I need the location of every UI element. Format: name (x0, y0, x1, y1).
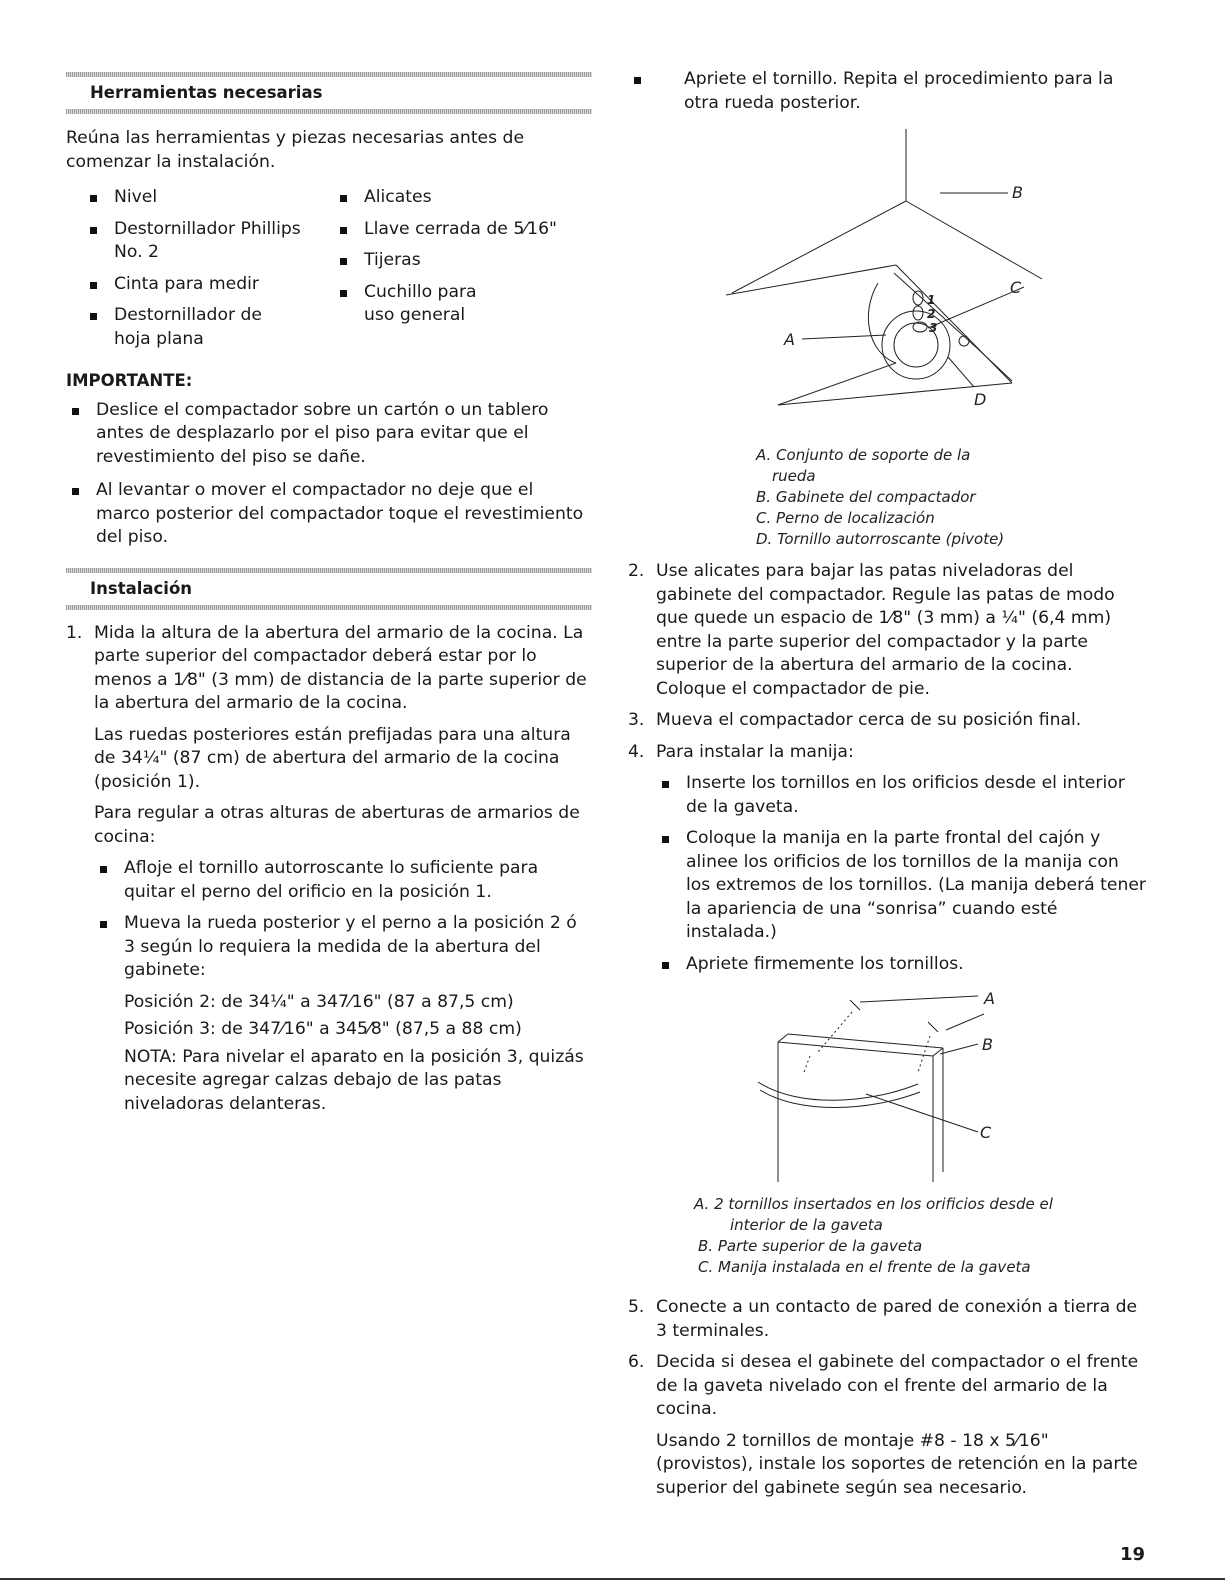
step-bullet: Apriete el tornillo. Repita el procedimiento para la otra rueda posterior. (628, 68, 1148, 115)
caption-line: C. Perno de localización (756, 509, 935, 527)
caption-line: B. Gabinete del compactador (756, 488, 976, 506)
figure-label: B (1012, 183, 1023, 202)
step-text: Mueva el compactador cerca de su posición final. (656, 710, 1082, 730)
important-heading: IMPORTANTE: (66, 371, 193, 390)
page-number: 19 (1120, 1544, 1146, 1565)
step-text: Para instalar la manija: (656, 741, 854, 762)
position-label: 1 (927, 293, 936, 307)
step-number: 1. (66, 622, 83, 643)
install-heading: Instalación (90, 578, 193, 598)
tool-item: Tijeras (334, 249, 592, 273)
step-text: Para regular a otras alturas de aberturas de armarios de cocina: (94, 803, 580, 847)
step-4 (628, 741, 1148, 977)
tool-item: Cuchillo para uso general (334, 281, 592, 328)
caption-line: rueda (772, 467, 816, 485)
left-column (66, 0, 592, 1116)
figure-label: A (984, 989, 995, 1008)
position-label: 2 (927, 307, 936, 321)
step-bullet: Mueva la rueda posterior y el perno a la posición 2 ó 3 según lo requiera la medida de la abertura del gabinete: (94, 912, 592, 983)
position-label: 3 (929, 321, 938, 335)
caption-line: B. Parte superior de la gaveta (698, 1237, 923, 1255)
position-2: Posición 2: de 34¼" a 347⁄16" (87 a 87,5 cm) (124, 991, 514, 1012)
step-bullet: Coloque la manija en la parte frontal del cajón y alinee los orificios de los tornillos de la manija con los extremos de los tornillos. (La manija deberá tener la apariencia de una “sonrisa” cuando esté instalada.) (656, 827, 1148, 945)
figure-caption (756, 445, 1148, 550)
caption-line: interior de la gaveta (730, 1216, 883, 1234)
step-5 (628, 1296, 1148, 1343)
tools-list-right (334, 186, 592, 351)
caption-line: A. Conjunto de soporte de la (756, 446, 971, 464)
figure-label: B (982, 1035, 993, 1054)
step-text: Use alicates para bajar las patas niveladoras del gabinete del compactador. Regule las patas de modo que quede un espacio de 1⁄8" (3 mm) a ¼" (6,4 mm) entre la parte superior del compactador y la parte superior de la abertura del armario de la cocina. Coloque el compactador de pie. (656, 561, 1115, 699)
step-3 (628, 709, 1148, 733)
tool-item: Destornillador de hoja plana (84, 304, 334, 351)
tools-heading: Herramientas necesarias (90, 83, 323, 102)
tool-item: Llave cerrada de 5⁄16" (334, 218, 592, 242)
step-number: 2. (628, 561, 645, 581)
wheel-bracket-drawing (628, 123, 1148, 443)
handle-drawing (628, 982, 1148, 1192)
important-item: Al levantar o mover el compactador no deje que el marco posterior del compactador toque el revestimiento del piso. (66, 479, 592, 550)
tool-item: Cinta para medir (84, 273, 334, 297)
figure-label: C (1010, 278, 1022, 297)
step-6 (628, 1351, 1148, 1500)
step-number: 6. (628, 1352, 645, 1372)
note: NOTA: Para nivelar el aparato en la posición 3, quizás necesite agregar calzas debajo de las patas niveladoras delanteras. (124, 1046, 584, 1114)
position-list (94, 991, 592, 1117)
tool-item: Destornillador Phillips No. 2 (84, 218, 334, 265)
caption-line: C. Manija instalada en el frente de la gaveta (698, 1258, 1031, 1276)
tools-list-left (66, 186, 334, 351)
figure-wheel-bracket (628, 123, 1148, 443)
right-column (628, 0, 1148, 1500)
step-text: Decida si desea el gabinete del compactador o el frente de la gaveta nivelado con el frente del armario de la cocina. (656, 1352, 1139, 1419)
figure-label: A (784, 330, 795, 349)
step-number: 5. (628, 1297, 645, 1317)
step-text: Conecte a un contacto de pared de conexión a tierra de 3 terminales. (656, 1297, 1138, 1341)
step-text: Usando 2 tornillos de montaje #8 - 18 x 5⁄16" (provistos), instale los soportes de retención en la parte superior del gabinete según sea necesario. (656, 1430, 1138, 1498)
figure-handle (628, 982, 1148, 1192)
tool-item: Alicates (334, 186, 592, 210)
tools-intro: Reúna las herramientas y piezas necesarias antes de comenzar la instalación. (66, 128, 525, 172)
step-2 (628, 560, 1148, 701)
step-number: 3. (628, 710, 645, 730)
caption-line: A. 2 tornillos insertados en los orificios desde el (694, 1195, 1053, 1213)
step-number: 4. (628, 741, 645, 762)
section-rule (66, 605, 592, 610)
step-bullet: Inserte los tornillos en los orificios desde el interior de la gaveta. (656, 772, 1148, 819)
step-bullet: Afloje el tornillo autorroscante lo suficiente para quitar el perno del orificio en la posición 1. (94, 857, 592, 904)
position-3: Posición 3: de 347⁄16" a 345⁄8" (87,5 a 88 cm) (124, 1019, 522, 1039)
figure-label: D (974, 390, 987, 409)
step-1 (66, 622, 592, 1117)
step-text: Las ruedas posteriores están prefijadas para una altura de 34¼" (87 cm) de abertura del armario de la cocina (posición 1). (94, 724, 571, 792)
important-item: Deslice el compactador sobre un cartón o un tablero antes de desplazarlo por el piso para evitar que el revestimiento del piso se dañe. (66, 399, 592, 470)
page-bottom-rule (0, 1578, 1225, 1580)
step-bullet: Apriete firmemente los tornillos. (656, 953, 1148, 977)
figure-caption (694, 1194, 1148, 1278)
tool-item: Nivel (84, 186, 334, 210)
figure-label: C (980, 1123, 992, 1142)
tools-list (66, 186, 592, 351)
step-text: Mida la altura de la abertura del armario de la cocina. La parte superior del compactador deberá estar por lo menos a 1⁄8" (3 mm) de distancia de la parte superior de la abertura del armario de la cocina. (94, 622, 587, 713)
section-rule (66, 109, 592, 114)
caption-line: D. Tornillo autorroscante (pivote) (756, 530, 1005, 548)
